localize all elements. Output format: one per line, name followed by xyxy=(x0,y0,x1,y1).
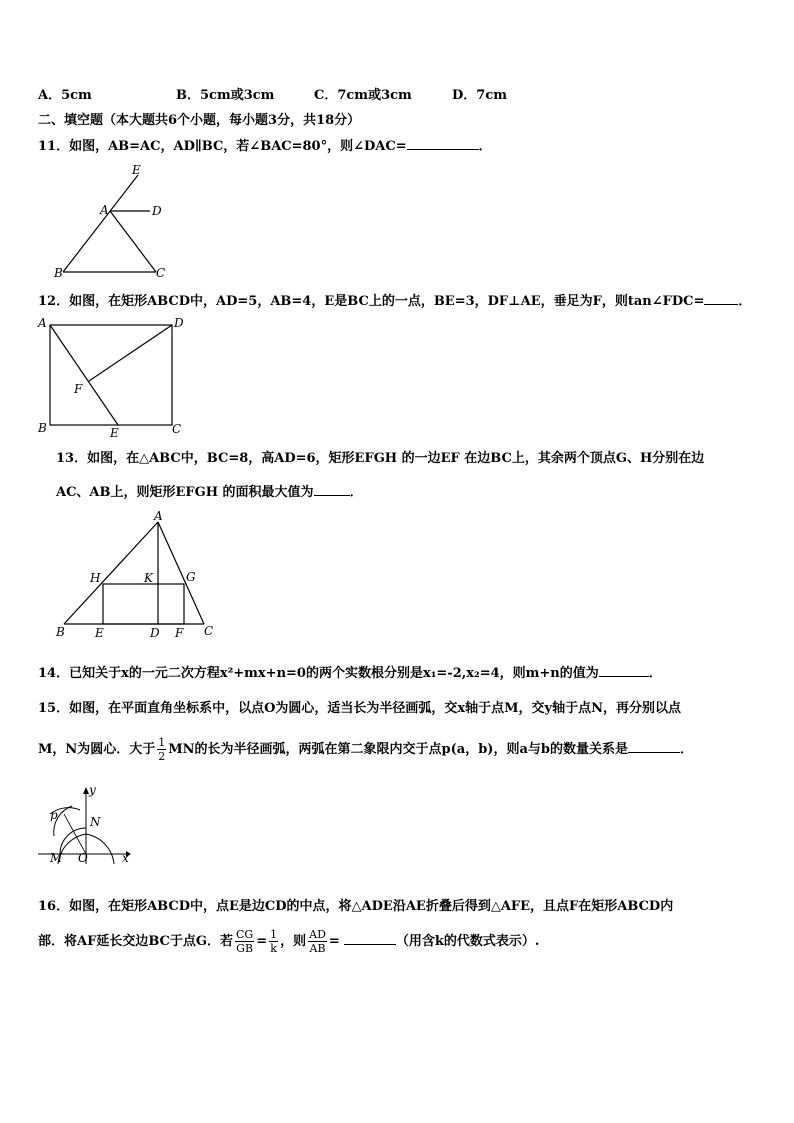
fraction-cg-gb xyxy=(235,928,254,955)
answer-blank[interactable] xyxy=(628,740,680,753)
answer-blank[interactable] xyxy=(344,932,396,945)
label-a: A xyxy=(100,203,109,217)
question-14 xyxy=(38,662,662,681)
question-15-line1: 15．如图，在平面直角坐标系中，以点O为圆心，适当长为半径画弧，交x轴于点M，交y轴于点N，再分别以点 xyxy=(38,701,681,716)
label-b: B xyxy=(56,625,65,639)
figure-q13 xyxy=(52,508,222,640)
label-b: B xyxy=(54,266,63,280)
q16-line2-a: 部．将AF延长交边BC于点G．若 xyxy=(38,934,233,949)
q14-text: 14．已知关于x的一元二次方程x²+mx+n=0的两个实数根分别是x₁=-2,x₂=4，则m+n的值为 xyxy=(38,666,599,681)
label-m: M xyxy=(50,851,63,865)
label-g: G xyxy=(186,570,196,584)
frac-den: GB xyxy=(236,942,254,955)
option-a: A．5cm xyxy=(38,88,92,103)
fraction-ad-ab xyxy=(308,928,327,955)
q16-line2-b: （用含k的代数式表示）. xyxy=(395,934,540,949)
question-15-line2 xyxy=(38,736,693,763)
question-13-line2 xyxy=(56,481,363,500)
frac-den: k xyxy=(270,942,277,955)
label-n: N xyxy=(90,815,101,829)
frac-num: CG xyxy=(236,928,254,941)
label-d: D xyxy=(174,316,184,330)
q12-text: 12．如图，在矩形ABCD中，AD=5，AB=4，E是BC上的一点，BE=3，DF⊥AE，垂足为F，则tan∠FDC= xyxy=(38,294,705,309)
label-y: y xyxy=(89,784,96,797)
answer-blank[interactable] xyxy=(599,664,649,677)
option-d: D．7cm xyxy=(452,88,507,103)
q15-end: ． xyxy=(679,742,693,757)
q14-end: ． xyxy=(648,666,662,681)
q11-end: ． xyxy=(478,139,492,154)
equals-sign: = xyxy=(328,934,340,949)
q15-line2-a: M，N为圆心．大于 xyxy=(38,742,156,757)
q13-line2-text: AC、AB上，则矩形EFGH 的面积最大值为 xyxy=(56,485,314,500)
label-a: A xyxy=(38,316,47,330)
option-b: B．5cm或3cm xyxy=(176,88,275,103)
q11-text: 11．如图，AB=AC，AD∥BC，若∠BAC=80°，则∠DAC= xyxy=(38,139,407,154)
frac-num: 1 xyxy=(270,928,278,941)
label-f: F xyxy=(175,626,184,640)
section-title: 二、填空题（本大题共6个小题，每小题3分，共18分） xyxy=(38,113,361,128)
question-12 xyxy=(38,290,751,309)
label-p: p xyxy=(50,808,58,822)
answer-blank[interactable] xyxy=(314,483,350,496)
label-o: O xyxy=(78,851,88,865)
q13-end: ． xyxy=(349,485,363,500)
label-b: B xyxy=(38,421,47,435)
figure-q11 xyxy=(50,160,170,282)
question-11 xyxy=(38,135,492,154)
q15-line2-b: MN的长为半径画弧，两弧在第二象限内交于点p(a，b)，则a与b的数量关系是 xyxy=(168,742,628,757)
label-h: H xyxy=(90,571,101,585)
fraction-1-k xyxy=(269,928,278,955)
label-x: x xyxy=(122,851,129,865)
q12-end: ． xyxy=(738,294,752,309)
question-16-line1: 16．如图，在矩形ABCD中，点E是边CD的中点，将△ADE沿AE折叠后得到△AFE，且点F在矩形ABCD内 xyxy=(38,899,674,914)
label-c: C xyxy=(156,266,166,280)
label-e: E xyxy=(132,163,141,177)
answer-blank[interactable] xyxy=(407,137,479,150)
option-c: C．7cm或3cm xyxy=(314,88,412,103)
frac-den: AB xyxy=(309,942,326,955)
fraction-half xyxy=(157,736,166,763)
label-f: F xyxy=(74,382,83,396)
answer-blank[interactable] xyxy=(704,292,738,305)
label-k: K xyxy=(144,571,153,585)
label-e: E xyxy=(95,626,104,640)
frac-den: 2 xyxy=(158,750,166,763)
label-a: A xyxy=(154,509,163,523)
question-13-line1: 13．如图，在△ABC中，BC=8，高AD=6，矩形EFGH 的一边EF 在边BC上，其余两个顶点G、H分别在边 xyxy=(56,451,705,466)
equals-sign: = xyxy=(256,934,268,949)
frac-num: AD xyxy=(309,928,326,941)
q16-mid: ，则 xyxy=(280,934,307,949)
label-c: C xyxy=(204,624,214,638)
label-d: D xyxy=(150,626,160,640)
question-16-line2 xyxy=(38,928,539,955)
frac-num: 1 xyxy=(158,736,166,749)
label-e: E xyxy=(110,426,119,440)
label-d: D xyxy=(152,204,162,218)
label-c: C xyxy=(172,422,182,436)
figure-q15 xyxy=(34,784,134,868)
figure-q12 xyxy=(36,313,196,441)
